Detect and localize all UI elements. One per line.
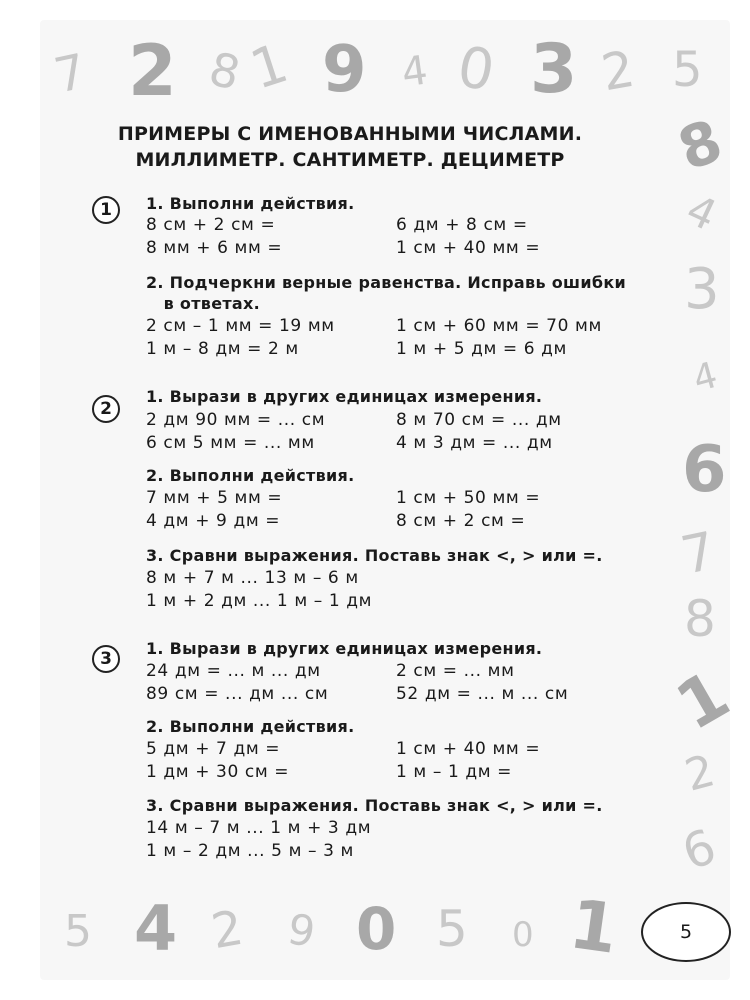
- task-line: 1 м + 2 дм ... 1 м – 1 дм: [146, 591, 373, 611]
- task-line: 2 дм 90 мм = ... см: [146, 410, 326, 430]
- task-line: 1 м – 2 дм ... 5 м – 3 м: [146, 841, 354, 861]
- task-line: 52 дм = ... м ... см: [396, 684, 569, 704]
- task-line: 8 м + 7 м ... 13 м – 6 м: [146, 568, 359, 588]
- decorative-digit: 9: [284, 904, 319, 957]
- decorative-digit: 8: [684, 590, 716, 648]
- task-line: 1 м – 1 дм =: [396, 762, 512, 782]
- decorative-digit: 4: [134, 892, 178, 965]
- task-heading: 1. Вырази в других единицах измерения.: [146, 387, 543, 406]
- decorative-digit: 2: [679, 745, 720, 802]
- task-line: 1 см + 40 мм =: [396, 238, 541, 258]
- page-title-line-1: ПРИМЕРЫ С ИМЕНОВАННЫМИ ЧИСЛАМИ.: [117, 123, 583, 145]
- task-heading: 2. Подчеркни верные равенства. Исправь ошибки в ответах.: [146, 273, 626, 313]
- decorative-digit: 1: [242, 31, 296, 102]
- task-line: 89 см = ... дм ... см: [146, 684, 329, 704]
- task-heading: 1. Вырази в других единицах измерения.: [146, 639, 543, 658]
- task-line: 24 дм = ... м ... дм: [146, 661, 321, 681]
- task-line: 8 см + 2 см =: [146, 215, 276, 235]
- decorative-digit: 7: [49, 43, 92, 105]
- task-heading: 2. Выполни действия.: [146, 717, 355, 736]
- task-line: 4 дм + 9 дм =: [146, 511, 281, 531]
- exercise-number-badge: 3: [92, 645, 120, 673]
- exercise-number-badge: 2: [92, 395, 120, 423]
- task-line: 1 см + 40 мм =: [396, 739, 541, 759]
- decorative-digit: 0: [356, 895, 397, 963]
- task-line: 2 см – 1 мм = 19 мм: [146, 316, 335, 336]
- decorative-digit: 9: [322, 33, 367, 107]
- task-line: 6 см 5 мм = ... мм: [146, 433, 315, 453]
- page-title: [60, 121, 640, 173]
- decorative-digit: 1: [663, 655, 742, 746]
- decorative-digit: 7: [676, 521, 721, 587]
- task-line: 8 м 70 см = ... дм: [396, 410, 562, 430]
- decorative-digit: 4: [679, 184, 725, 241]
- exercise-number-badge: 1: [92, 196, 120, 224]
- decorative-digit: 5: [436, 900, 468, 958]
- decorative-digit: 5: [672, 42, 703, 98]
- decorative-digit: 2: [128, 30, 177, 112]
- decorative-digit: 6: [675, 818, 724, 882]
- task-line: 14 м – 7 м ... 1 м + 3 дм: [146, 818, 372, 838]
- page-number: 5: [641, 902, 731, 962]
- task-line: 8 мм + 6 мм =: [146, 238, 283, 258]
- task-line: 4 м 3 дм = ... дм: [396, 433, 553, 453]
- task-line: 1 м + 5 дм = 6 дм: [396, 339, 567, 359]
- decorative-digit: 0: [512, 915, 534, 955]
- task-line: 1 см + 50 мм =: [396, 488, 541, 508]
- page-title-line-2: МИЛЛИМЕТР. САНТИМЕТР. ДЕЦИМЕТР: [135, 149, 565, 171]
- task-line: 6 дм + 8 см =: [396, 215, 528, 235]
- task-heading: 2. Выполни действия.: [146, 466, 355, 485]
- decorative-digit: 2: [207, 899, 248, 961]
- decorative-digit: 3: [530, 30, 578, 109]
- decorative-digit: 3: [684, 257, 720, 322]
- decorative-digit: 1: [564, 885, 623, 970]
- decorative-digit: 2: [597, 39, 639, 103]
- task-line: 1 см + 60 мм = 70 мм: [396, 316, 602, 336]
- task-heading: 1. Выполни действия.: [146, 194, 355, 213]
- task-line: 1 м – 8 дм = 2 м: [146, 339, 299, 359]
- decorative-digit: 8: [203, 41, 246, 101]
- decorative-digit: 0: [452, 34, 500, 105]
- decorative-digit: 4: [398, 47, 431, 97]
- decorative-digit: 8: [669, 106, 731, 184]
- task-heading: 3. Сравни выражения. Поставь знак <, > или =.: [146, 796, 603, 815]
- decorative-digit: 5: [64, 906, 92, 957]
- task-heading: 3. Сравни выражения. Поставь знак <, > или =.: [146, 546, 603, 565]
- task-line: 2 см = ... мм: [396, 661, 515, 681]
- decorative-digit: 6: [682, 433, 727, 507]
- decorative-digit: 4: [688, 354, 722, 401]
- task-line: 7 мм + 5 мм =: [146, 488, 283, 508]
- task-line: 8 см + 2 см =: [396, 511, 526, 531]
- task-line: 1 дм + 30 см =: [146, 762, 290, 782]
- task-line: 5 дм + 7 дм =: [146, 739, 281, 759]
